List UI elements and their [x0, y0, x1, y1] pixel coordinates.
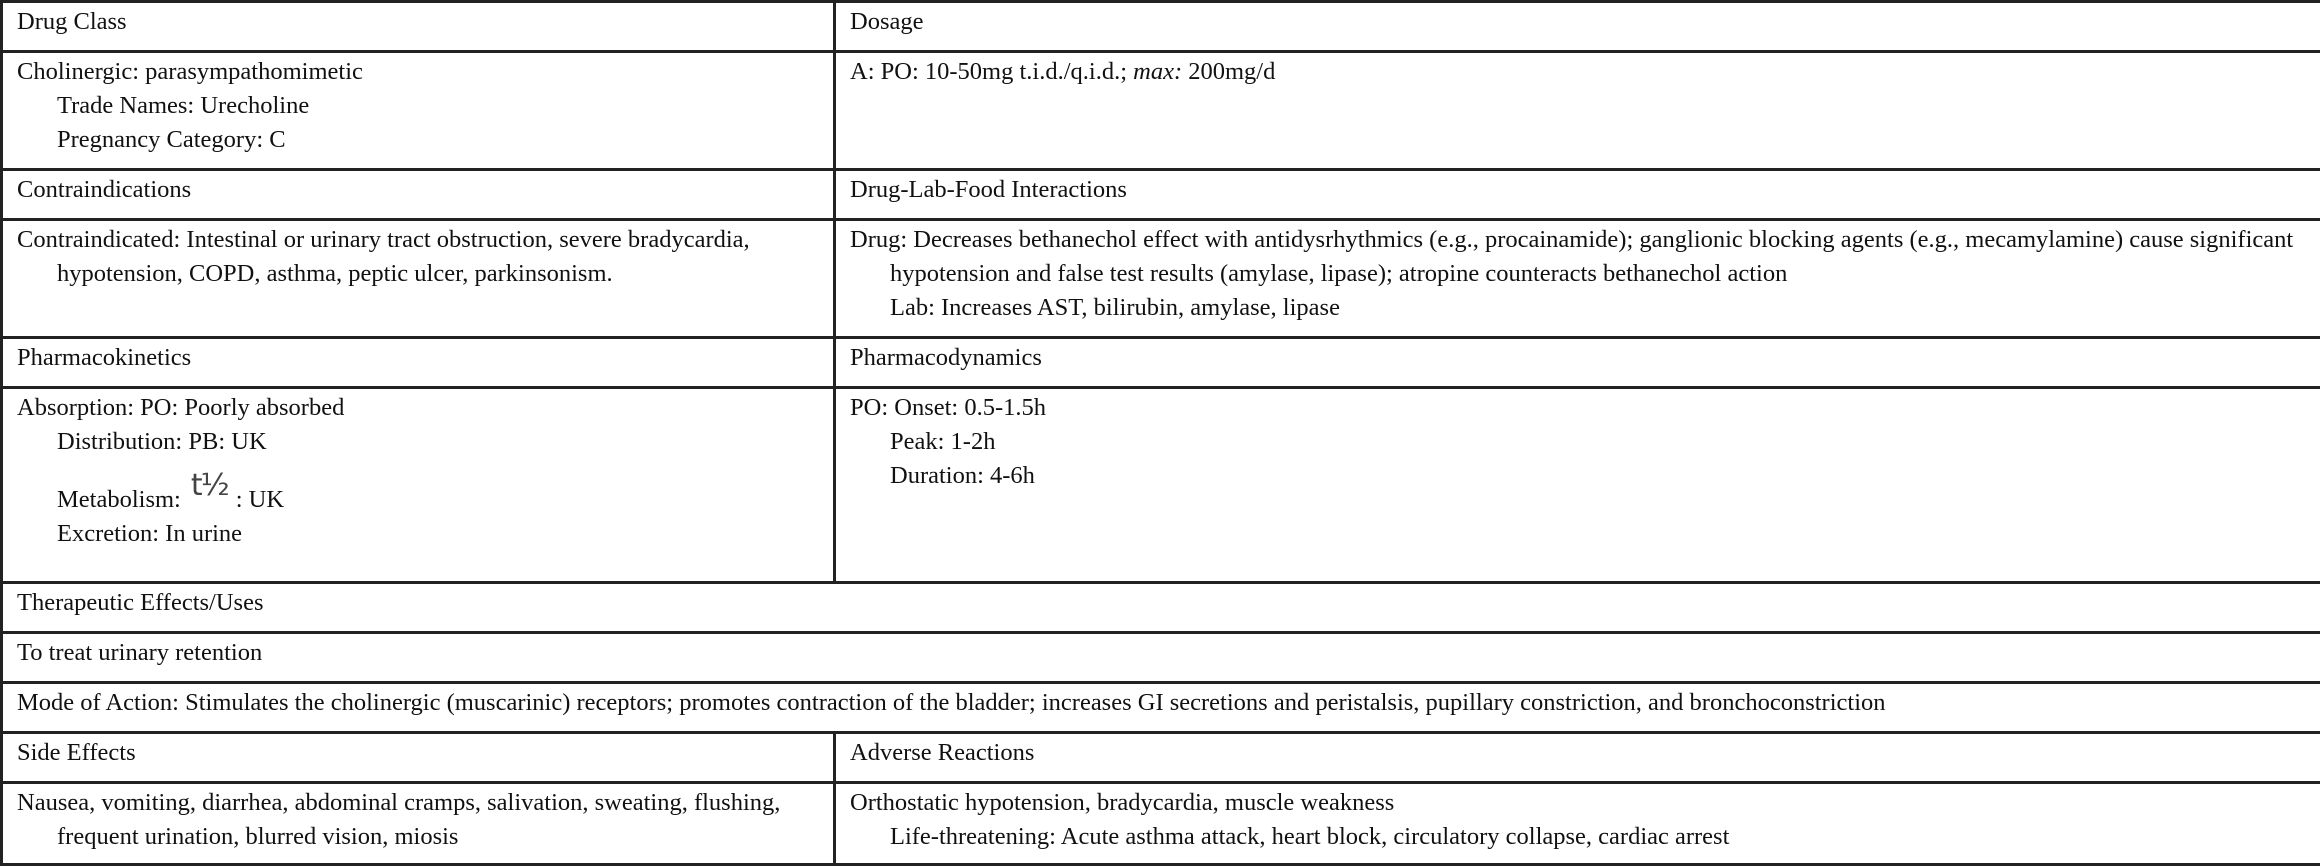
- contraindications-header: Contraindications: [2, 170, 835, 220]
- therapeutic-header: Therapeutic Effects/Uses: [2, 583, 2320, 633]
- therapeutic-use: To treat urinary retention: [2, 633, 2320, 683]
- life-threatening-text: Life-threatening: Acute asthma attack, heart block, circulatory collapse, cardiac arrest: [890, 823, 1730, 850]
- interactions-header: Drug-Lab-Food Interactions: [835, 170, 2320, 220]
- contraindications-cell: [2, 220, 835, 338]
- adverse-reactions-cell: [835, 783, 2320, 865]
- distribution-text: Distribution: PB: UK: [57, 428, 267, 455]
- dosage-header: Dosage: [835, 2, 2320, 52]
- dosage-text: [850, 55, 2306, 89]
- mode-of-action: Mode of Action: Stimulates the cholinergic (muscarinic) receptors; promotes contraction of the bladder; increases GI secretions and peristalsis, pupillary constriction, and bronchoconstriction: [2, 683, 2320, 733]
- dosage-max-value: 200mg/d: [1182, 58, 1276, 85]
- absorption-text: Absorption: PO: Poorly absorbed: [17, 394, 345, 421]
- drug-class-header: Drug Class: [2, 2, 835, 52]
- metabolism-text: [17, 468, 819, 517]
- pregnancy-category: Pregnancy Category: C: [57, 126, 286, 153]
- side-effects-cell: [2, 783, 835, 865]
- adverse-reactions-text: Orthostatic hypotension, bradycardia, muscle weakness: [850, 789, 1395, 816]
- excretion-text: Excretion: In urine: [57, 520, 243, 547]
- pharmacodynamics-header: Pharmacodynamics: [835, 338, 2320, 388]
- side-effects-text: Nausea, vomiting, diarrhea, abdominal cramps, salivation, sweating, flushing, frequent urination, blurred vision, miosis: [17, 789, 781, 850]
- peak-text: Peak: 1-2h: [890, 428, 996, 455]
- interactions-lab-text: Lab: Increases AST, bilirubin, amylase, lipase: [890, 294, 1340, 321]
- onset-text: PO: Onset: 0.5-1.5h: [850, 394, 1046, 421]
- drug-class-cell: [2, 52, 835, 170]
- duration-text: Duration: 4-6h: [890, 462, 1035, 489]
- pharmacodynamics-cell: [835, 388, 2320, 583]
- dosage-cell: [835, 52, 2320, 170]
- side-effects-header: Side Effects: [2, 733, 835, 783]
- contraindications-text: Contraindicated: Intestinal or urinary tract obstruction, severe bradycardia, hypotension, COPD, asthma, peptic ulcer, parkinsonism.: [17, 226, 750, 287]
- dosage-prefix: A: PO: 10-50mg t.i.d./q.i.d.;: [850, 58, 1134, 85]
- half-life-icon: t½: [190, 468, 228, 503]
- metabolism-value: : UK: [235, 486, 285, 513]
- dosage-max-label: max:: [1133, 58, 1183, 85]
- trade-names: Trade Names: Urecholine: [57, 92, 310, 119]
- metabolism-label: Metabolism:: [57, 486, 181, 513]
- drug-class-text: Cholinergic: parasympathomimetic: [17, 58, 363, 85]
- pharmacokinetics-cell: [2, 388, 835, 583]
- adverse-reactions-header: Adverse Reactions: [835, 733, 2320, 783]
- interactions-drug-text: Drug: Decreases bethanechol effect with antidysrhythmics (e.g., procainamide); ganglionic blocking agents (e.g., mecamylamine) cause significant hypotension and false test results (amylase, lipase); atropine counteracts bethanechol action: [850, 226, 2294, 287]
- interactions-cell: [835, 220, 2320, 338]
- pharmacokinetics-header: Pharmacokinetics: [2, 338, 835, 388]
